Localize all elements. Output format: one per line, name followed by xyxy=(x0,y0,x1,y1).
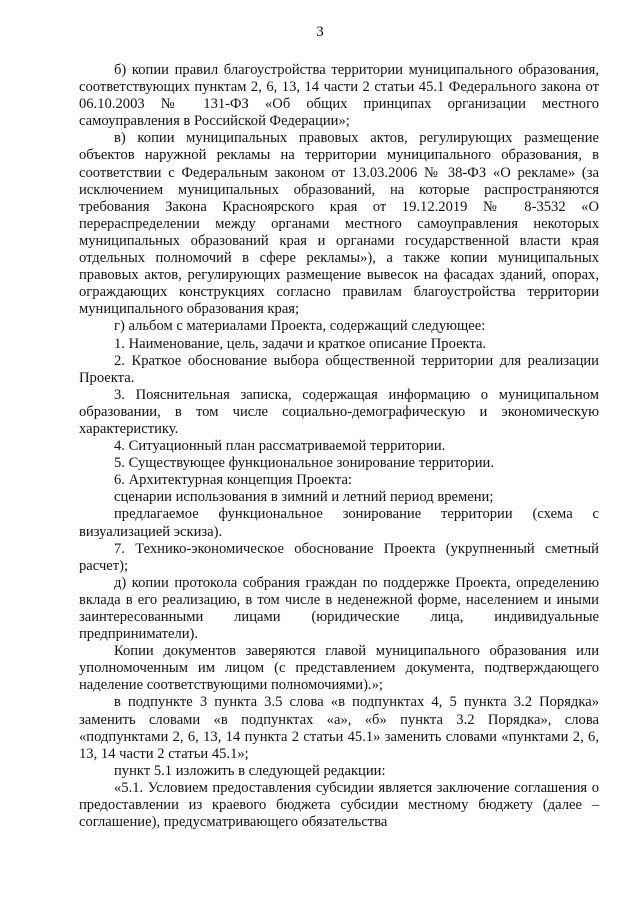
paragraph: сценарии использования в зимний и летний период времени; xyxy=(114,489,494,506)
paragraph: г) альбом с материалами Проекта, содержащий следующее: xyxy=(114,318,486,335)
paragraph: 7. Технико-экономическое обоснование Проекта (укрупненный сметный расчет); xyxy=(79,540,599,574)
paragraph: 1. Наименование, цель, задачи и краткое описание Проекта. xyxy=(114,335,487,352)
page-number: 3 xyxy=(316,24,324,40)
paragraph: д) копии протокола собрания граждан по поддержке Проекта, определению вклада в его реализацию, в том числе в неденежной форме, населением и иными заинтересованными лицами (юридические лица, индивидуальные предприниматели). xyxy=(79,574,599,643)
document-body xyxy=(79,62,599,831)
paragraph: пункт 5.1 изложить в следующей редакции: xyxy=(114,762,386,779)
paragraph: в) копии муниципальных правовых актов, регулирующих размещение объектов наружной рекламы на территории муниципального образования, в соответствии с Федеральным законом от 13.03.2006 № 38-ФЗ «О рекламе» (за исключением муниципальных образований, на которые распространяются требования Закона Красноярского края от 19.12.2019 № 8-3532 «О перераспределении между органами местного самоуправления некоторых муниципальных образований края и органами государственной власти края отдельных полномочий в сфере рекламы»), а также копии муниципальных правовых актов, регулирующих размещение вывесок на фасадах зданий, опорах, ограждающих конструкциях согласно правилам благоустройства территории муниципального образования края; xyxy=(79,130,599,318)
paragraph: 2. Краткое обоснование выбора общественной территории для реализации Проекта. xyxy=(79,352,599,386)
paragraph: 6. Архитектурная концепция Проекта: xyxy=(114,472,353,489)
paragraph: 3. Пояснительная записка, содержащая информацию о муниципальном образовании, в том числе социально-демографическую и экономическую характеристику. xyxy=(79,386,599,437)
paragraph: 4. Ситуационный план рассматриваемой территории. xyxy=(114,438,446,455)
paragraph: Копии документов заверяются главой муниципального образования или уполномоченным им лицом (с представлением документа, подтверждающего наделение соответствующими полномочиями).»; xyxy=(79,643,599,694)
paragraph: «5.1. Условием предоставления субсидии является заключение соглашения о предоставлении из краевого бюджета субсидии местному бюджету (далее – соглашение), предусматривающего обязательства xyxy=(79,779,599,831)
paragraph: в подпункте 3 пункта 3.5 слова «в подпунктах 4, 5 пункта 3.2 Порядка» заменить словами «в подпунктах «а», «б» пункта 3.2 Порядка», слова «подпунктами 2, 6, 13, 14 пункта 2 статьи 45.1» заменить словами «пунктами 2, 6, 13, 14 части 2 статьи 45.1»; xyxy=(79,694,599,762)
paragraph: 5. Существующее функциональное зонирование территории. xyxy=(114,455,495,472)
paragraph: б) копии правил благоустройства территории муниципального образования, соответствующих пунктам 2, 6, 13, 14 части 2 статьи 45.1 Федерального закона от 06.10.2003 № 131-ФЗ «Об общих принципах организации местного самоуправления в Российской Федерации»; xyxy=(79,62,599,130)
paragraph: предлагаемое функциональное зонирование территории (схема с визуализацией эскиза). xyxy=(79,506,599,540)
